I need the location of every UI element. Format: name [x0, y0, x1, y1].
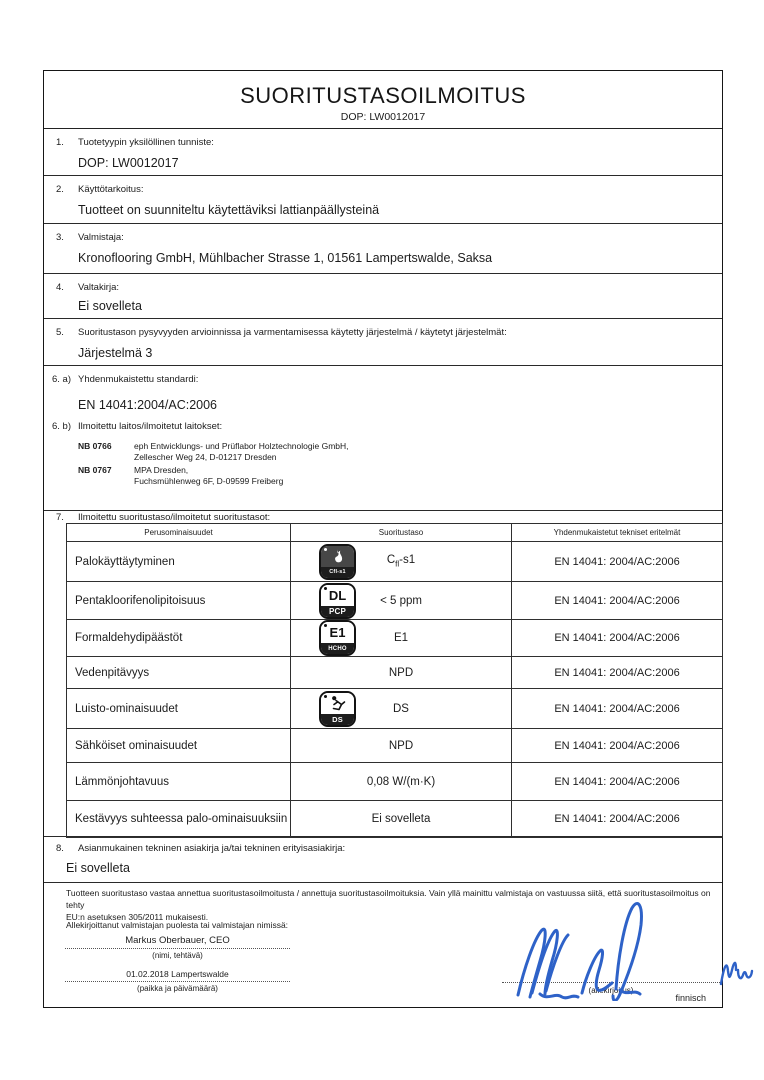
- standard-cell: EN 14041: 2004/AC:2006: [512, 620, 723, 657]
- property-cell: Palokäyttäytyminen: [67, 542, 291, 582]
- section-label: Asianmukainen tekninen asiakirja ja/tai tekninen erityisasiakirja:: [78, 843, 346, 854]
- document-dop-number: DOP: LW0012017: [340, 111, 426, 123]
- notified-body-code: NB 0766: [78, 441, 112, 451]
- place-date: 01.02.2018 Lampertswalde: [65, 969, 290, 982]
- signature-block: [44, 883, 722, 1005]
- standard-cell: EN 14041: 2004/AC:2006: [512, 801, 723, 838]
- value-cell: [291, 620, 512, 657]
- pcp-content-icon: [319, 583, 356, 619]
- performance-value: < 5 ppm: [380, 594, 422, 607]
- section-number: 6. a): [52, 374, 72, 385]
- section-3-manufacturer: [44, 224, 722, 274]
- slipping-person-icon: [329, 695, 347, 712]
- section-label: Käyttötarkoitus:: [78, 184, 144, 195]
- performance-value: $C_{fl}-s1$: [386, 554, 416, 569]
- section-number: 8.: [56, 843, 64, 854]
- property-cell: Sähköiset ominaisuudet: [67, 729, 291, 763]
- disclaimer-text: Tuotteen suoritustaso vastaa annettua suoritustasoilmoitusta / annettuja suoritustasoilmoituksia. Vain yllä mainittu valmistaja on vastuussa siitä, että suoritustasoilmoitus on tehty EU:n asetuksen 305/2011 mukaisesti.: [66, 888, 711, 922]
- standard-cell: EN 14041: 2004/AC:2006: [512, 763, 723, 801]
- section-content: Ei sovelleta: [78, 299, 142, 313]
- section-4-mandate: [44, 274, 722, 319]
- section-label: Ilmoitettu suoritustaso/ilmoitetut suoritustasot:: [78, 512, 271, 523]
- harmonised-standard: EN 14041:2004/AC:2006: [78, 398, 217, 412]
- section-label: Valmistaja:: [78, 232, 124, 243]
- property-cell: Lämmönjohtavuus: [67, 763, 291, 801]
- section-2-intended-use: [44, 176, 722, 224]
- property-cell: Luisto-ominaisuudet: [67, 689, 291, 729]
- property-cell: Pentakloorifenolipitoisuus: [67, 582, 291, 620]
- value-cell: [291, 729, 512, 763]
- column-header: Perusominaisuudet: [67, 524, 291, 542]
- performance-value: Ei sovelleta: [371, 813, 431, 825]
- icon-top-label: DL: [328, 587, 347, 603]
- section-label: Valtakirja:: [78, 282, 120, 293]
- standard-cell: EN 14041: 2004/AC:2006: [512, 542, 723, 582]
- section-content: Järjestelmä 3: [78, 346, 153, 360]
- section-number: 1.: [56, 137, 64, 148]
- place-date-field: [65, 969, 290, 993]
- performance-value: DS: [393, 702, 409, 715]
- signed-by-text: Allekirjoittanut valmistajan puolesta tai valmistajan nimissä:: [66, 920, 289, 930]
- notified-body-address: Zellescher Weg 24, D-01217 Dresden: [134, 451, 277, 462]
- section-8-technical-documentation: [44, 837, 722, 883]
- signer-name: Markus Oberbauer, CEO: [65, 935, 290, 949]
- column-header: Suoritustaso: [291, 524, 512, 542]
- standard-cell: EN 14041: 2004/AC:2006: [512, 729, 723, 763]
- notified-body-name: eph Entwicklungs- und Prüflabor Holztechnologie GmbH,: [134, 441, 349, 451]
- name-title-caption: (nimi, tehtävä): [152, 951, 203, 960]
- place-date-caption: (paikka ja päivämäärä): [137, 984, 218, 993]
- value-cell: [291, 657, 512, 689]
- property-cell: Formaldehydipäästöt: [67, 620, 291, 657]
- table-row: [67, 620, 723, 657]
- section-label: Ilmoitettu laitos/ilmoitetut laitokset:: [78, 421, 223, 432]
- section-content: Kronoflooring GmbH, Mühlbacher Strasse 1, 01561 Lampertswalde, Saksa: [78, 251, 493, 265]
- value-cell: [291, 801, 512, 838]
- standard-cell: EN 14041: 2004/AC:2006: [512, 657, 723, 689]
- table-row: [67, 763, 723, 801]
- standard-cell: EN 14041: 2004/AC:2006: [512, 582, 723, 620]
- table-row: [67, 582, 723, 620]
- slip-resistance-icon: [319, 691, 356, 727]
- declaration-of-performance-document: [43, 70, 723, 1008]
- performance-value: NPD: [388, 739, 414, 752]
- fire-rating-icon: [319, 544, 356, 580]
- table-header-row: [67, 524, 723, 542]
- section-5-avcp-system: [44, 319, 722, 366]
- notified-body-code: NB 0767: [78, 465, 112, 475]
- language-note: finnisch: [675, 993, 706, 1003]
- value-cell: [291, 582, 512, 620]
- table-row: [67, 657, 723, 689]
- icon-caption: PCP: [321, 606, 354, 617]
- value-cell: [291, 689, 512, 729]
- icon-caption: Cfl-s1: [321, 567, 354, 578]
- property-cell: Kestävyys suhteessa palo-ominaisuuksiin: [67, 801, 291, 838]
- section-number: 2.: [56, 184, 64, 195]
- notified-body-address: Fuchsmühlenweg 6F, D-09599 Freiberg: [134, 475, 284, 486]
- section-content: Ei sovelleta: [66, 861, 130, 875]
- icon-caption: HCHO: [321, 643, 354, 654]
- notified-body-name: MPA Dresden,: [134, 465, 189, 475]
- flame-icon: [330, 548, 345, 564]
- formaldehyde-e1-icon: [319, 620, 356, 656]
- title-block: [44, 71, 722, 129]
- section-number: 7.: [56, 512, 64, 523]
- icon-top-label: E1: [329, 625, 346, 640]
- section-6-standard-and-notified-bodies: [44, 366, 722, 511]
- table-row: [67, 729, 723, 763]
- standard-cell: EN 14041: 2004/AC:2006: [512, 689, 723, 729]
- section-number: 4.: [56, 282, 64, 293]
- name-title-field: [65, 935, 290, 960]
- performance-value: 0,08 W/(m·K): [366, 775, 436, 788]
- section-1-product-type: [44, 129, 722, 176]
- notified-body-entry: [78, 441, 349, 462]
- performance-value: E1: [393, 632, 409, 644]
- value-cell: [291, 763, 512, 801]
- column-header: Yhdenmukaistetut tekniset eritelmät: [512, 524, 723, 542]
- table-row: [67, 542, 723, 582]
- performance-value: NPD: [388, 666, 414, 679]
- performance-table: [66, 523, 723, 838]
- value-cell: [291, 542, 512, 582]
- property-cell: Vedenpitävyys: [67, 657, 291, 689]
- section-number: 3.: [56, 232, 64, 243]
- section-label: Tuotetyypin yksilöllinen tunniste:: [78, 137, 214, 148]
- icon-caption: DS: [321, 714, 354, 725]
- section-label: Suoritustason pysyvyyden arvioinnissa ja varmentamisessa käytetty järjestelmä / käytetyt järjestelmät:: [78, 327, 507, 338]
- section-content: Tuotteet on suunniteltu käytettäviksi lattianpäällysteinä: [78, 203, 380, 217]
- section-7-declared-performance: [44, 511, 722, 837]
- notified-body-entry: [78, 465, 283, 486]
- section-label: Yhdenmukaistettu standardi:: [78, 374, 199, 385]
- section-content: DOP: LW0012017: [78, 156, 179, 170]
- section-number: 5.: [56, 327, 64, 338]
- initials-mark: [718, 948, 756, 996]
- table-row: [67, 801, 723, 838]
- section-number: 6. b): [52, 421, 72, 432]
- handwritten-signature: [512, 897, 662, 1001]
- table-row: [67, 689, 723, 729]
- document-title: SUORITUSTASOILMOITUS: [240, 83, 526, 108]
- signature-caption: (allekirjoitus): [588, 986, 634, 995]
